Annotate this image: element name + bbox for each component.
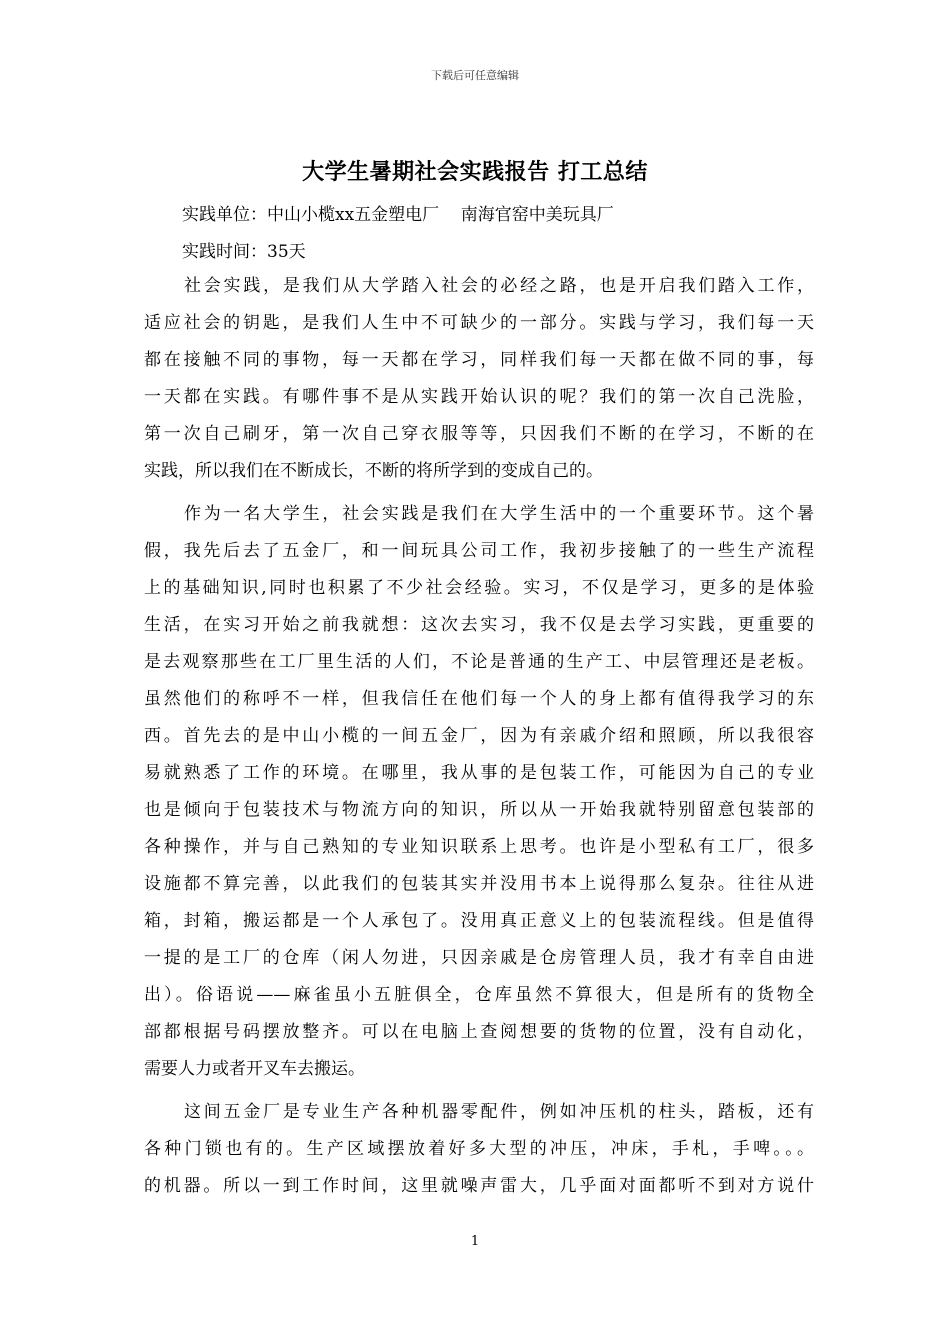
- text-line: 也是倾向于包装技术与物流方向的知识，所以从一开始我就特别留意包装部的: [144, 800, 814, 820]
- page-number: 1: [470, 1234, 480, 1249]
- paragraph: [144, 496, 814, 1088]
- header-note: 下载后可任意编辑: [431, 69, 519, 82]
- text-line: 各种门锁也有的。生产区域摆放着好多大型的冲压，冲床，手札，手啤。。。: [144, 1139, 814, 1159]
- text-line: 上的基础知识,同时也积累了不少社会经验。实习，不仅是学习，更多的是体验: [144, 578, 814, 598]
- text-line: 社会实践，是我们从大学踏入社会的必经之路，也是开启我们踏入工作，: [184, 276, 814, 296]
- text-line: 都在接触不同的事物，每一天都在学习，同样我们每一天都在做不同的事，每: [144, 350, 814, 370]
- practice-time-line: 实践时间：35天: [182, 242, 306, 262]
- text-line: 的机器。所以一到工作时间，这里就噪声雷大，几乎面对面都听不到对方说什: [144, 1176, 814, 1196]
- text-line: 一天都在实践。有哪件事不是从实践开始认识的呢？我们的第一次自己洗脸，: [144, 387, 814, 407]
- document-title: 大学生暑期社会实践报告 打工总结: [302, 160, 648, 185]
- text-line: 各种操作，并与自己熟知的专业知识联系上思考。也许是小型私有工厂，很多: [144, 837, 814, 857]
- text-line: 生活，在实习开始之前我就想：这次去实习，我不仅是去学习实践，更重要的: [144, 615, 814, 635]
- text-line: 部都根据号码摆放整齐。可以在电脑上查阅想要的货物的位置，没有自动化，: [144, 1022, 814, 1042]
- text-line: 需要人力或者开叉车去搬运。: [144, 1059, 365, 1079]
- text-line: 作为一名大学生，社会实践是我们在大学生活中的一个重要环节。这个暑: [184, 504, 814, 524]
- paragraph: [144, 268, 814, 490]
- text-line: 出）。俗语说——麻雀虽小五脏俱全，仓库虽然不算很大，但是所有的货物全: [144, 985, 814, 1005]
- text-line: 适应社会的钥匙，是我们人生中不可缺少的一部分。实践与学习，我们每一天: [144, 313, 814, 333]
- text-line: 虽然他们的称呼不一样，但我信任在他们每一个人的身上都有值得我学习的东: [144, 689, 814, 709]
- text-line: 假，我先后去了五金厂，和一间玩具公司工作，我初步接触了的一些生产流程: [144, 541, 814, 561]
- text-line: 这间五金厂是专业生产各种机器零配件，例如冲压机的柱头，踏板，还有: [184, 1102, 814, 1122]
- text-line: 西。首先去的是中山小榄的一间五金厂，因为有亲戚介绍和照顾，所以我很容: [144, 726, 814, 746]
- paragraph: [144, 1094, 814, 1205]
- text-line: 设施都不算完善，以此我们的包装其实并没用书本上说得那么复杂。往往从进: [144, 874, 814, 894]
- text-line: 是去观察那些在工厂里生活的人们，不论是普通的生产工、中层管理还是老板。: [144, 652, 814, 672]
- text-line: 一提的是工厂的仓库（闲人勿进，只因亲戚是仓房管理人员，我才有幸自由进: [144, 948, 814, 968]
- text-line: 第一次自己刷牙，第一次自己穿衣服等等，只因我们不断的在学习，不断的在: [144, 424, 814, 444]
- text-line: 箱，封箱，搬运都是一个人承包了。没用真正意义上的包装流程线。但是值得: [144, 911, 814, 931]
- text-line: 实践，所以我们在不断成长，不断的将所学到的变成自己的。: [144, 461, 603, 481]
- practice-unit-line: 实践单位：中山小榄xx五金塑电厂 南海官窑中美玩具厂: [182, 205, 614, 225]
- text-line: 易就熟悉了工作的环境。在哪里，我从事的是包装工作，可能因为自己的专业: [144, 763, 814, 783]
- body-text: [144, 268, 814, 1211]
